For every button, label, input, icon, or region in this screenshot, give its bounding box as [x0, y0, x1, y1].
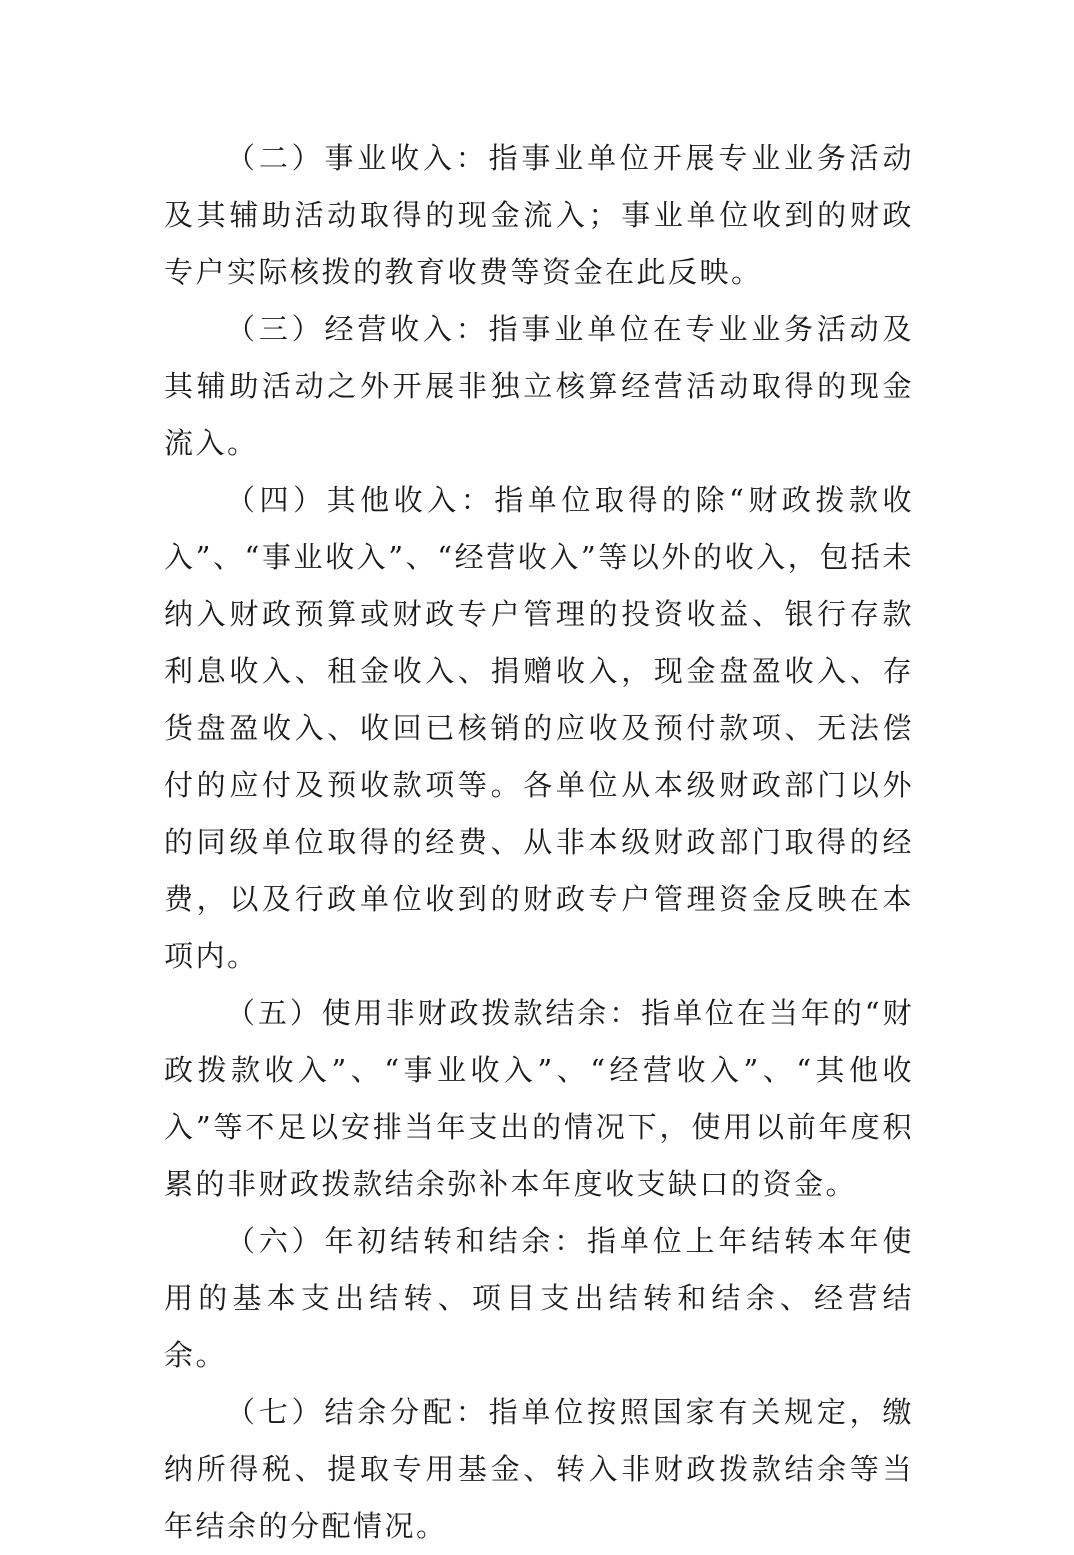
paragraph-operating-income: （三）经营收入：指事业单位在专业业务活动及其辅助活动之外开展非独立核算经营活动取得的现金流入。 [164, 312, 914, 460]
paragraph-surplus-distribution: （七）结余分配：指单位按照国家有关规定，缴纳所得税、提取专用基金、转入非财政拨款结余等当年结余的分配情况。 [164, 1395, 914, 1543]
paragraph-carryover-balance: （六）年初结转和结余：指单位上年结转本年使用的基本支出结转、项目支出结转和结余、经营结余。 [164, 1224, 914, 1372]
paragraph-other-income: （四）其他收入：指单位取得的除“财政拨款收入”、“事业收入”、“经营收入”等以外的收入，包括未纳入财政预算或财政专户管理的投资收益、银行存款利息收入、租金收入、捐赠收入，现金盘盈收入、存货盘盈收入、收回已核销的应收及预付款项、无法偿付的应付及预收款项等。各单位从本级财政部门以外的同级单位取得的经费、从非本级财政部门取得的经费，以及行政单位收到的财政专户管理资金反映在本项内。 [164, 483, 914, 973]
paragraph-business-income: （二）事业收入：指事业单位开展专业业务活动及其辅助活动取得的现金流入；事业单位收到的财政专户实际核拨的教育收费等资金在此反映。 [164, 141, 914, 289]
paragraph-non-fiscal-surplus: （五）使用非财政拨款结余：指单位在当年的“财政拨款收入”、“事业收入”、“经营收入”、“其他收入”等不足以安排当年支出的情况下，使用以前年度积累的非财政拨款结余弥补本年度收支缺口的资金。 [164, 996, 914, 1201]
document-body [164, 130, 914, 1555]
